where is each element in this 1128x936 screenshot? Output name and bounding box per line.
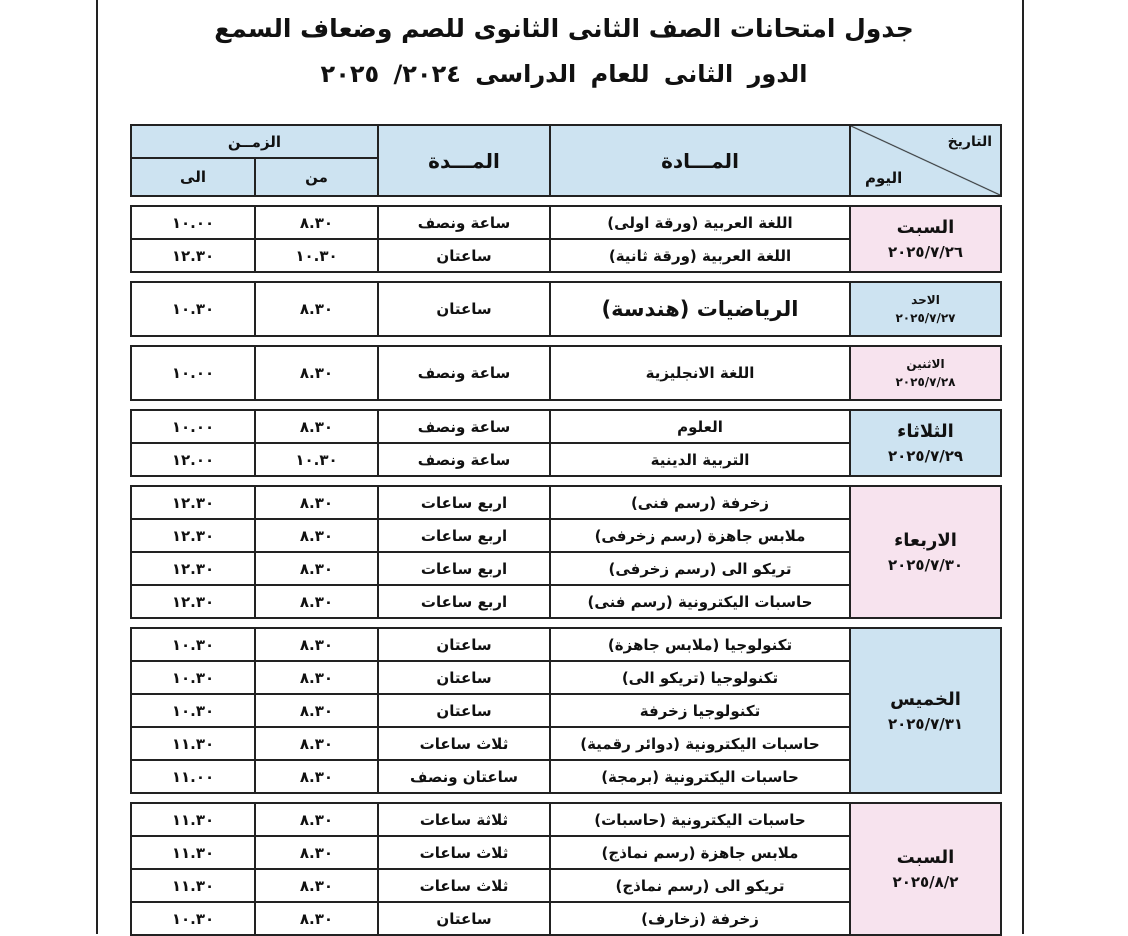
duration-cell: ساعتان [378,902,550,935]
end-time-cell: ١٠.٣٠ [131,902,255,935]
end-time-cell: ١٢.٠٠ [131,443,255,476]
subject-cell: حاسبات اليكترونية (دوائر رقمية) [550,727,850,760]
day-cell [850,628,1001,793]
duration-cell: ثلاث ساعات [378,836,550,869]
end-time-cell: ١٢.٣٠ [131,486,255,519]
end-time-cell: ١٠.٣٠ [131,628,255,661]
start-time-cell: ٨.٣٠ [255,836,378,869]
start-time-cell: ١٠.٣٠ [255,443,378,476]
duration-cell: ساعتان [378,694,550,727]
day-name: السبت [896,217,955,239]
start-time-cell: ٨.٣٠ [255,206,378,239]
end-time-cell: ١١.٣٠ [131,869,255,902]
start-time-cell: ٨.٣٠ [255,760,378,793]
duration-cell: ساعة ونصف [378,443,550,476]
end-time-cell: ١١.٠٠ [131,760,255,793]
duration-cell: ساعتان [378,239,550,272]
day-date: ٢٠٢٥/٧/٢٧ [895,311,956,325]
table-row [131,628,1001,661]
subject-cell: العلوم [550,410,850,443]
start-time-cell: ٨.٣٠ [255,902,378,935]
day-spacer [131,336,1001,346]
day-spacer [131,476,1001,486]
day-cell [850,486,1001,618]
duration-cell: ساعة ونصف [378,346,550,400]
end-time-cell: ١١.٣٠ [131,727,255,760]
day-cell [850,282,1001,336]
duration-cell: ثلاثة ساعات [378,803,550,836]
day-date: ٢٠٢٥/٧/٣١ [887,714,964,733]
subject-cell: زخرفة (رسم فنى) [550,486,850,519]
duration-cell: ثلاث ساعات [378,727,550,760]
subject-cell: تريكو الى (رسم نماذج) [550,869,850,902]
duration-cell: ساعتان [378,628,550,661]
subject-cell: اللغة العربية (ورقة اولى) [550,206,850,239]
day-spacer-cell [131,400,1001,410]
table-row [131,206,1001,239]
exam-schedule-table [130,124,1002,936]
subject-cell: تكنولوجيا زخرفة [550,694,850,727]
day-header: اليوم [865,169,903,187]
start-time-cell: ٨.٣٠ [255,803,378,836]
day-name: الاربعاء [894,530,957,552]
page-subtitle: الدور الثانى للعام الدراسى ٢٠٢٤/ ٢٠٢٥ [320,60,808,88]
duration-cell: ساعة ونصف [378,410,550,443]
end-time-cell: ١١.٣٠ [131,803,255,836]
to-header: الى [131,158,255,196]
table-row [131,410,1001,443]
day-spacer [131,272,1001,282]
start-time-cell: ٨.٣٠ [255,585,378,618]
table-row [131,803,1001,836]
subject-header: المـــادة [550,125,850,196]
end-time-cell: ١٢.٣٠ [131,552,255,585]
end-time-cell: ١٢.٣٠ [131,239,255,272]
day-name: الاثنين [906,357,945,371]
subject-cell: اللغة الانجليزية [550,346,850,400]
end-time-cell: ١٠.٠٠ [131,346,255,400]
day-name: الثلاثاء [897,421,954,443]
subject-cell: حاسبات اليكترونية (حاسبات) [550,803,850,836]
day-spacer [131,400,1001,410]
day-spacer-cell [131,272,1001,282]
page-title: جدول امتحانات الصف الثانى الثانوى للصم وضعاف السمع [214,14,914,43]
table-row [131,486,1001,519]
start-time-cell: ٨.٣٠ [255,486,378,519]
day-date: ٢٠٢٥/٧/٣٠ [887,556,964,575]
day-spacer-cell [131,336,1001,346]
day-spacer [131,793,1001,803]
subject-cell: تريكو الى (رسم زخرفى) [550,552,850,585]
day-spacer-cell [131,618,1001,628]
table-row [131,346,1001,400]
start-time-cell: ٨.٣٠ [255,694,378,727]
day-spacer [131,618,1001,628]
start-time-cell: ٨.٣٠ [255,727,378,760]
subject-cell: ملابس جاهزة (رسم زخرفى) [550,519,850,552]
subject-cell: اللغة العربية (ورقة ثانية) [550,239,850,272]
day-date: ٢٠٢٥/٧/٢٩ [887,447,964,466]
duration-cell: ثلاث ساعات [378,869,550,902]
subject-cell: التربية الدينية [550,443,850,476]
duration-cell: اربع ساعات [378,519,550,552]
day-spacer-cell [131,476,1001,486]
day-name: السبت [896,847,955,869]
duration-cell: اربع ساعات [378,585,550,618]
day-date: ٢٠٢٥/٨/٢ [892,873,959,892]
end-time-cell: ١٢.٣٠ [131,585,255,618]
date-day-header [850,125,1001,196]
end-time-cell: ١٢.٣٠ [131,519,255,552]
date-header: التاريخ [947,134,992,150]
duration-cell: اربع ساعات [378,486,550,519]
duration-cell: اربع ساعات [378,552,550,585]
start-time-cell: ٨.٣٠ [255,552,378,585]
start-time-cell: ٨.٣٠ [255,628,378,661]
day-cell [850,410,1001,476]
subject-cell: تكنولوجيا (ملابس جاهزة) [550,628,850,661]
start-time-cell: ٨.٣٠ [255,346,378,400]
end-time-cell: ١١.٣٠ [131,836,255,869]
start-time-cell: ٨.٣٠ [255,661,378,694]
day-name: الاحد [911,293,940,307]
start-time-cell: ٨.٣٠ [255,519,378,552]
day-cell [850,206,1001,272]
duration-cell: ساعتان ونصف [378,760,550,793]
subject-cell: الرياضيات (هندسة) [550,282,850,336]
end-time-cell: ١٠.٣٠ [131,694,255,727]
start-time-cell: ٨.٣٠ [255,282,378,336]
duration-header: المـــدة [378,125,550,196]
day-spacer-cell [131,793,1001,803]
table-row [131,282,1001,336]
day-name: الخميس [890,688,961,710]
subject-cell: حاسبات اليكترونية (رسم فنى) [550,585,850,618]
day-spacer [131,196,1001,206]
end-time-cell: ١٠.٠٠ [131,206,255,239]
start-time-cell: ١٠.٣٠ [255,239,378,272]
day-cell [850,803,1001,935]
duration-cell: ساعة ونصف [378,206,550,239]
day-date: ٢٠٢٥/٧/٢٨ [895,375,956,389]
duration-cell: ساعتان [378,661,550,694]
end-time-cell: ١٠.٣٠ [131,282,255,336]
day-date: ٢٠٢٥/٧/٢٦ [887,243,964,262]
end-time-cell: ١٠.٠٠ [131,410,255,443]
subject-cell: زخرفة (زخارف) [550,902,850,935]
start-time-cell: ٨.٣٠ [255,869,378,902]
end-time-cell: ١٠.٣٠ [131,661,255,694]
from-header: من [255,158,378,196]
time-header: الزمــن [131,125,378,158]
subject-cell: حاسبات اليكترونية (برمجة) [550,760,850,793]
subject-cell: تكنولوجيا (تريكو الى) [550,661,850,694]
day-cell [850,346,1001,400]
start-time-cell: ٨.٣٠ [255,410,378,443]
duration-cell: ساعتان [378,282,550,336]
subject-cell: ملابس جاهزة (رسم نماذج) [550,836,850,869]
day-spacer-cell [131,196,1001,206]
